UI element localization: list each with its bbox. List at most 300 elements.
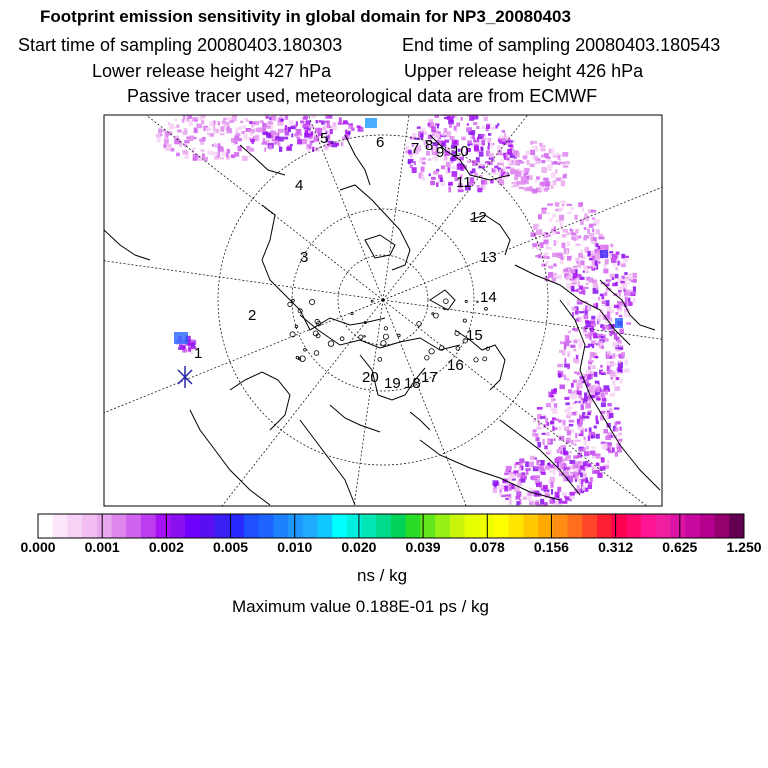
sensitivity-cell <box>435 133 440 138</box>
sensitivity-cell <box>594 244 596 246</box>
sensitivity-cell <box>194 137 197 139</box>
sensitivity-cell <box>626 322 631 324</box>
sensitivity-cell <box>571 440 574 445</box>
colorbar-swatch <box>582 514 597 538</box>
sensitivity-cell <box>572 307 577 310</box>
sensitivity-cell <box>341 142 344 147</box>
sensitivity-cell <box>584 235 589 239</box>
sensitivity-cell <box>213 152 219 156</box>
sensitivity-cell <box>575 229 578 234</box>
sensitivity-cell <box>491 143 494 147</box>
sensitivity-cell <box>242 125 246 129</box>
sensitivity-cell <box>196 124 202 129</box>
sensitivity-cell <box>449 124 452 128</box>
sensitivity-cell <box>592 256 595 260</box>
sensitivity-cell <box>535 466 538 469</box>
sensitivity-cell <box>451 166 455 169</box>
sensitivity-hotspot <box>365 118 377 128</box>
sensitivity-cell <box>616 312 619 315</box>
sensitivity-cell <box>615 255 617 258</box>
sensitivity-cell <box>571 383 574 388</box>
sensitivity-cell <box>601 245 603 250</box>
trajectory-label: 5 <box>320 130 329 147</box>
sensitivity-cell <box>577 391 582 395</box>
sensitivity-cell <box>565 467 569 470</box>
sensitivity-cell <box>574 477 577 480</box>
colorbar-swatch <box>626 514 641 538</box>
sensitivity-cell <box>542 433 546 435</box>
sensitivity-cell <box>525 468 530 471</box>
sensitivity-cell <box>303 116 308 120</box>
sensitivity-cell <box>563 448 566 452</box>
sensitivity-cell <box>617 340 621 344</box>
trajectory-label: 2 <box>248 307 257 324</box>
sensitivity-cell <box>576 318 579 321</box>
sensitivity-cell <box>429 173 431 176</box>
sensitivity-cell <box>250 131 253 136</box>
sensitivity-cell <box>446 170 448 175</box>
sensitivity-cell <box>615 282 617 286</box>
sensitivity-cell <box>164 138 169 144</box>
sensitivity-cell <box>561 180 565 186</box>
sensitivity-cell <box>305 130 308 135</box>
sensitivity-cell <box>194 128 197 134</box>
sensitivity-cell <box>584 440 587 445</box>
sensitivity-cell <box>560 162 564 164</box>
sensitivity-cell <box>549 218 553 221</box>
sensitivity-cell <box>581 430 584 436</box>
sensitivity-cell <box>472 160 478 166</box>
sensitivity-cell <box>565 335 569 341</box>
sensitivity-cell <box>563 229 568 233</box>
sensitivity-cell <box>567 212 571 215</box>
sensitivity-cell <box>619 315 623 318</box>
sensitivity-cell <box>577 485 580 488</box>
sensitivity-cell <box>474 145 479 151</box>
colorbar-swatch <box>229 514 244 538</box>
sensitivity-cell <box>609 408 612 413</box>
sensitivity-cell <box>176 125 179 128</box>
sensitivity-cell <box>263 123 265 129</box>
sensitivity-cell <box>620 281 625 284</box>
sensitivity-cell <box>481 134 485 136</box>
sensitivity-cell <box>581 404 584 410</box>
sensitivity-cell <box>553 263 557 266</box>
sensitivity-cell <box>579 480 581 485</box>
sensitivity-cell <box>541 167 547 173</box>
sensitivity-cell <box>570 270 575 274</box>
sensitivity-cell <box>513 169 518 173</box>
sensitivity-cell <box>613 342 618 348</box>
sensitivity-cell <box>308 130 311 133</box>
sensitivity-cell <box>555 202 560 206</box>
sensitivity-cell <box>532 475 537 480</box>
sensitivity-cell <box>610 363 616 366</box>
sensitivity-cell <box>601 457 605 462</box>
sensitivity-cell <box>255 135 259 140</box>
sensitivity-cell <box>484 180 488 184</box>
sensitivity-cell <box>260 120 264 123</box>
sensitivity-cell <box>300 121 304 124</box>
sensitivity-cell <box>583 447 586 451</box>
sensitivity-cell <box>528 496 532 502</box>
sensitivity-cell <box>184 140 190 143</box>
colorbar-tick-label: 0.005 <box>213 539 249 555</box>
sensitivity-cell <box>589 233 594 236</box>
sensitivity-cell <box>567 301 570 305</box>
sensitivity-cell <box>566 276 572 278</box>
sensitivity-cell <box>567 232 570 235</box>
sensitivity-cell <box>303 124 309 127</box>
sensitivity-cell <box>621 352 625 358</box>
sensitivity-cell <box>265 125 271 129</box>
sensitivity-cell <box>596 463 600 466</box>
sensitivity-cell <box>530 141 532 145</box>
sensitivity-cell <box>567 379 569 381</box>
sensitivity-cell <box>576 355 579 359</box>
sensitivity-cell <box>530 164 533 167</box>
sensitivity-cell <box>533 224 538 230</box>
sensitivity-cell <box>249 147 252 151</box>
sensitivity-cell <box>506 466 512 470</box>
sensitivity-cell <box>558 156 560 160</box>
sensitivity-cell <box>448 182 453 185</box>
colorbar-swatch <box>112 514 127 538</box>
sensitivity-cell <box>532 243 537 247</box>
sensitivity-cell <box>279 147 282 152</box>
sensitivity-cell <box>563 165 569 167</box>
sensitivity-cell <box>312 116 316 119</box>
sensitivity-cell <box>533 429 537 432</box>
sensitivity-cell <box>506 154 509 160</box>
sensitivity-cell <box>597 315 601 321</box>
sensitivity-cell <box>558 275 561 280</box>
sensitivity-cell <box>609 251 613 253</box>
sensitivity-cell <box>589 432 595 436</box>
sensitivity-cell <box>589 463 592 467</box>
sensitivity-cell <box>343 121 348 124</box>
sensitivity-cell <box>627 293 631 296</box>
sensitivity-cell <box>518 467 521 471</box>
sensitivity-cell <box>421 167 425 172</box>
sensitivity-cell <box>577 401 579 404</box>
colorbar-swatch <box>170 514 185 538</box>
sensitivity-cell <box>521 176 526 182</box>
sensitivity-cell <box>560 464 565 470</box>
sensitivity-cell <box>544 153 549 157</box>
sensitivity-cell <box>591 210 596 213</box>
sensitivity-cell <box>574 443 576 446</box>
sensitivity-cell <box>214 156 219 159</box>
sensitivity-cell <box>551 489 553 495</box>
sensitivity-cell <box>570 460 576 464</box>
sensitivity-cell <box>192 147 195 150</box>
sensitivity-cell <box>525 461 528 467</box>
colorbar-swatch <box>465 514 480 538</box>
sensitivity-cell <box>601 373 606 376</box>
sensitivity-cell <box>563 174 567 178</box>
sensitivity-cell <box>598 246 600 250</box>
sensitivity-cell <box>546 256 549 259</box>
sensitivity-cell <box>621 254 625 259</box>
sensitivity-cell <box>509 163 515 165</box>
sensitivity-cell <box>579 311 584 313</box>
colorbar-tick-label: 0.002 <box>148 539 184 555</box>
sensitivity-cell <box>567 256 571 261</box>
sensitivity-cell <box>559 426 562 430</box>
sensitivity-cell <box>629 302 633 307</box>
colorbar-swatch <box>200 514 215 538</box>
sensitivity-cell <box>271 132 277 135</box>
sensitivity-cell <box>605 292 608 296</box>
sensitivity-cell <box>477 188 482 193</box>
sensitivity-cell <box>583 290 585 295</box>
plot-title: Footprint emission sensitivity in global domain for NP3_20080403 <box>40 7 571 26</box>
sensitivity-cell <box>573 349 576 351</box>
sensitivity-cell <box>590 236 593 242</box>
sensitivity-cell <box>576 244 581 246</box>
sensitivity-cell <box>582 478 586 482</box>
sensitivity-cell <box>269 145 273 150</box>
sensitivity-cell <box>291 133 293 137</box>
sensitivity-cell <box>582 208 585 212</box>
sensitivity-cell <box>516 181 521 185</box>
sensitivity-cell <box>547 165 550 169</box>
colorbar-swatch <box>494 514 509 538</box>
sensitivity-cell <box>580 473 583 478</box>
sensitivity-cell <box>576 235 579 240</box>
sensitivity-cell <box>226 153 228 158</box>
sensitivity-cell <box>481 147 483 151</box>
sensitivity-cell <box>246 120 249 122</box>
sensitivity-cell <box>247 129 250 132</box>
sensitivity-cell <box>573 266 578 268</box>
sensitivity-cell <box>518 161 524 163</box>
sensitivity-cell <box>539 482 542 487</box>
sensitivity-cell <box>620 262 623 264</box>
sensitivity-cell <box>579 380 582 386</box>
trajectory-label: 20 <box>362 369 379 386</box>
colorbar-tick-label: 0.156 <box>533 539 569 555</box>
sensitivity-cell <box>487 138 491 142</box>
sensitivity-cell <box>507 160 511 163</box>
sensitivity-cell <box>187 115 189 121</box>
sensitivity-cell <box>588 485 592 489</box>
sensitivity-cell <box>278 129 284 133</box>
sensitivity-cell <box>564 161 570 164</box>
sensitivity-cell <box>617 447 622 453</box>
sensitivity-cell <box>580 250 583 253</box>
sensitivity-cell <box>562 152 568 157</box>
sensitivity-hotspot <box>174 332 188 344</box>
sensitivity-cell <box>615 428 619 432</box>
sensitivity-cell <box>633 298 636 303</box>
sensitivity-cell <box>587 375 593 379</box>
sensitivity-cell <box>501 138 506 142</box>
sensitivity-cell <box>569 420 575 423</box>
sensitivity-cell <box>348 125 353 129</box>
sensitivity-cell <box>218 143 221 148</box>
sensitivity-cell <box>544 240 549 245</box>
sensitivity-cell <box>421 177 425 181</box>
sensitivity-cell <box>157 137 161 143</box>
sensitivity-cell <box>564 426 570 431</box>
trajectory-label: 17 <box>421 369 438 386</box>
sensitivity-cell <box>552 214 556 218</box>
sensitivity-cell <box>567 242 570 247</box>
colorbar-swatch <box>568 514 583 538</box>
colorbar-swatch <box>317 514 332 538</box>
sensitivity-cell <box>633 286 636 291</box>
sensitivity-cell <box>586 271 589 274</box>
sensitivity-cell <box>623 258 628 262</box>
sensitivity-cell <box>519 187 524 189</box>
sensitivity-cell <box>232 114 237 118</box>
sensitivity-cell <box>188 347 191 352</box>
sensitivity-cell <box>532 141 537 144</box>
sensitivity-cell <box>551 398 553 403</box>
colorbar-swatch <box>53 514 68 538</box>
sensitivity-cell <box>552 231 556 235</box>
sensitivity-cell <box>567 364 569 370</box>
sensitivity-cell <box>625 297 628 302</box>
sensitivity-cell <box>567 455 571 458</box>
sensitivity-cell <box>220 157 224 159</box>
sensitivity-cell <box>546 261 550 264</box>
sensitivity-cell <box>588 436 590 442</box>
sensitivity-cell <box>431 126 436 132</box>
colorbar-swatch <box>156 514 171 538</box>
sensitivity-cell <box>559 461 561 465</box>
sensitivity-cell <box>596 434 600 439</box>
sensitivity-cell <box>594 219 599 224</box>
colorbar-tick-label: 0.625 <box>662 539 698 555</box>
sensitivity-cell <box>509 474 515 479</box>
colorbar <box>38 514 744 538</box>
sensitivity-cell <box>596 398 601 400</box>
sensitivity-cell <box>549 470 553 473</box>
sensitivity-cell <box>540 145 546 147</box>
sensitivity-cell <box>612 380 615 385</box>
sensitivity-cell <box>585 461 588 464</box>
colorbar-swatch <box>141 514 156 538</box>
sensitivity-cell <box>241 131 245 134</box>
sensitivity-cell <box>249 121 253 124</box>
sensitivity-cell <box>579 343 582 349</box>
sensitivity-cell <box>581 400 583 405</box>
sensitivity-cell <box>192 117 198 121</box>
sensitivity-cell <box>481 126 485 129</box>
sensitivity-cell <box>238 126 242 130</box>
sensitivity-cell <box>579 286 583 290</box>
sensitivity-cell <box>573 273 577 278</box>
sensitivity-cell <box>514 177 518 180</box>
colorbar-tick-label: 0.078 <box>469 539 505 555</box>
sensitivity-cell <box>541 472 546 475</box>
sensitivity-cell <box>562 492 567 495</box>
sensitivity-cell <box>482 140 486 146</box>
sensitivity-cell <box>522 497 527 500</box>
sensitivity-cell <box>569 229 572 231</box>
sensitivity-cell <box>575 468 579 472</box>
sensitivity-cell <box>596 229 600 234</box>
sensitivity-cell <box>489 158 494 160</box>
sensitivity-cell <box>430 181 435 185</box>
sensitivity-cell <box>595 415 598 420</box>
sensitivity-cell <box>222 121 226 124</box>
sensitivity-cell <box>585 429 588 432</box>
tracer-note-text: Passive tracer used, meteorological data are from ECMWF <box>127 86 598 106</box>
sensitivity-cell <box>562 350 566 355</box>
sensitivity-cell <box>604 338 609 342</box>
colorbar-swatch <box>185 514 200 538</box>
sensitivity-hotspot <box>600 250 608 258</box>
sensitivity-cell <box>592 229 594 233</box>
sensitivity-cell <box>222 151 226 156</box>
sensitivity-cell <box>493 480 499 486</box>
sensitivity-cell <box>607 403 611 406</box>
sensitivity-cell <box>572 328 575 330</box>
sensitivity-cell <box>589 357 592 361</box>
sensitivity-cell <box>177 129 182 132</box>
sensitivity-cell <box>558 373 561 378</box>
colorbar-swatch <box>509 514 524 538</box>
sensitivity-cell <box>559 208 564 211</box>
sensitivity-cell <box>490 127 495 130</box>
sensitivity-cell <box>547 422 550 426</box>
sensitivity-cell <box>556 232 560 234</box>
sensitivity-cell <box>505 498 509 500</box>
sensitivity-cell <box>540 499 544 505</box>
sensitivity-cell <box>614 386 620 390</box>
sensitivity-cell <box>467 161 472 163</box>
colorbar-swatch <box>38 514 53 538</box>
sensitivity-cell <box>213 131 217 134</box>
sensitivity-cell <box>550 421 554 425</box>
sensitivity-cell <box>569 424 574 427</box>
sensitivity-cell <box>590 477 593 482</box>
sensitivity-cell <box>549 149 552 154</box>
sensitivity-cell <box>540 416 545 419</box>
sensitivity-cell <box>538 254 541 258</box>
sensitivity-cell <box>428 158 431 161</box>
sensitivity-cell <box>604 245 609 251</box>
sensitivity-cell <box>213 125 215 130</box>
sensitivity-cell <box>446 162 451 167</box>
sensitivity-cell <box>205 127 211 131</box>
sensitivity-cell <box>537 442 541 448</box>
sensitivity-cell <box>160 134 163 136</box>
sensitivity-cell <box>603 385 609 389</box>
sensitivity-cell <box>559 215 564 221</box>
sensitivity-cell <box>537 427 542 430</box>
sensitivity-cell <box>477 137 479 142</box>
sensitivity-cell <box>262 143 265 145</box>
sensitivity-cell <box>296 121 298 126</box>
sensitivity-cell <box>583 287 589 289</box>
sensitivity-cell <box>226 117 231 119</box>
sensitivity-cell <box>220 133 225 135</box>
sensitivity-cell <box>583 461 586 465</box>
colorbar-tick-label: 0.000 <box>20 539 56 555</box>
sensitivity-cell <box>578 253 583 258</box>
sensitivity-cell <box>579 415 582 418</box>
sensitivity-cell <box>526 176 529 179</box>
sensitivity-cell <box>263 138 265 142</box>
sensitivity-cell <box>467 123 469 126</box>
sensitivity-cell <box>488 133 491 136</box>
sensitivity-cell <box>618 290 622 293</box>
